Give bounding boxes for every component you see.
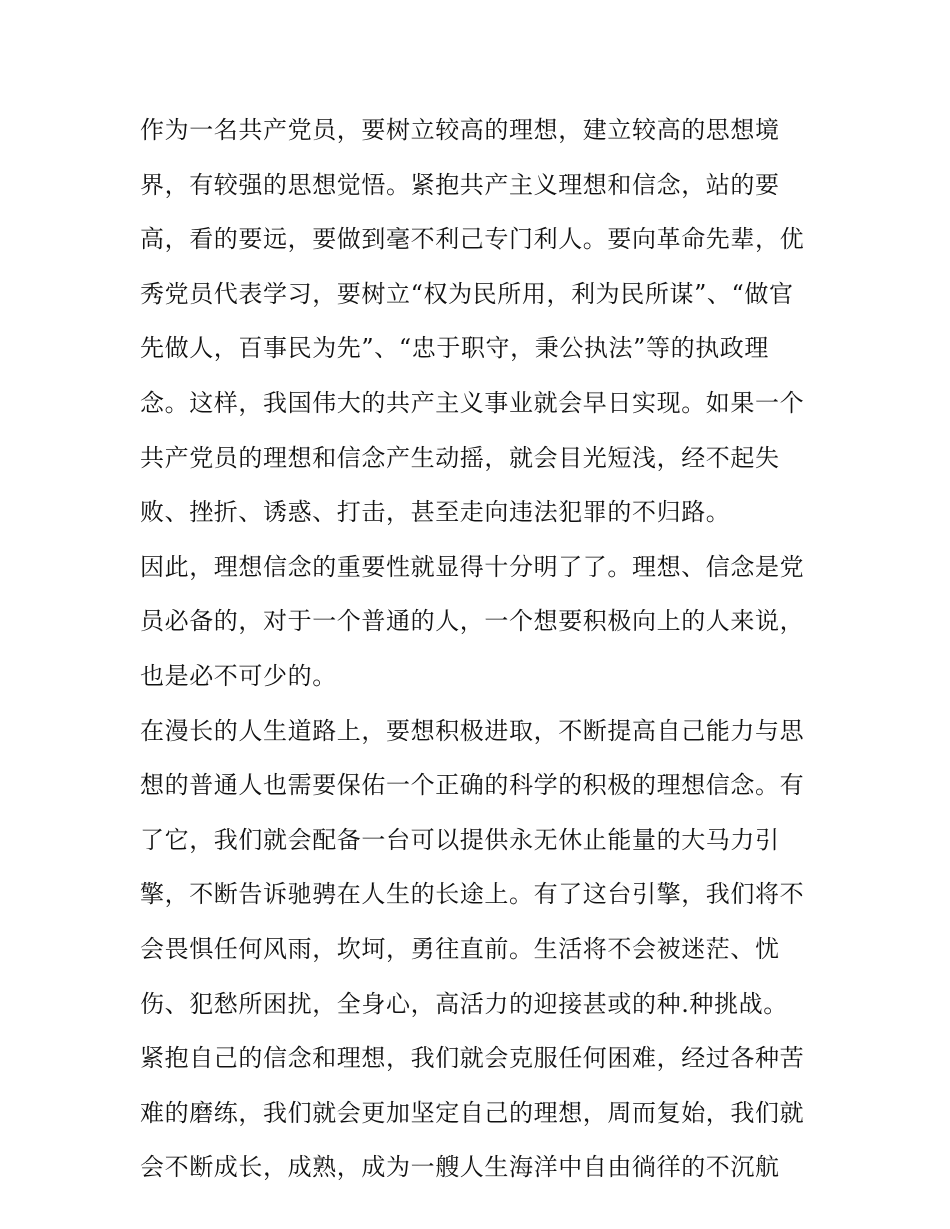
text-line: 因此，理想信念的重要性就显得十分明了了。理想、信念是党 bbox=[140, 552, 805, 581]
text-line: 紧抱自己的信念和理想，我们就会克服任何困难，经过各种苦 bbox=[140, 1044, 805, 1073]
text-line: 先做人，百事民为先”、“忠于职守，秉公执法”等的执政理 bbox=[140, 334, 770, 363]
text-line: 想的普通人也需要保佑一个正确的科学的积极的理想信念。有 bbox=[140, 771, 805, 800]
text-line: 高，看的要远，要做到毫不利己专门利人。要向革命先辈，优 bbox=[140, 225, 805, 254]
text-line: 共产党员的理想和信念产生动摇，就会目光短浅，经不起失 bbox=[140, 443, 780, 472]
text-line: 念。这样，我国伟大的共产主义事业就会早日实现。如果一个 bbox=[140, 388, 805, 417]
body-text bbox=[140, 103, 830, 1195]
text-line: 作为一名共产党员，要树立较高的理想，建立较高的思想境 bbox=[140, 116, 780, 144]
text-line: 界，有较强的思想觉悟。紧抱共产主义理想和信念，站的要 bbox=[140, 170, 780, 199]
text-line: 难的磨练，我们就会更加坚定自己的理想，周而复始，我们就 bbox=[140, 1098, 805, 1127]
text-line: 员必备的，对于一个普通的人，一个想要积极向上的人来说， bbox=[140, 607, 805, 636]
text-line: 伤、犯愁所困扰，全身心，高活力的迎接甚或的种.种挑战。 bbox=[140, 989, 788, 1018]
text-line: 败、挫折、诱惑、打击，甚至走向违法犯罪的不归路。 bbox=[140, 498, 731, 527]
text-line: 秀党员代表学习，要树立“权为民所用，利为民所谋”、“做官 bbox=[140, 279, 794, 308]
text-line: 擎，不断告诉驰骋在人生的长途上。有了这台引擎，我们将不 bbox=[140, 880, 805, 909]
text-line: 在漫长的人生道路上，要想积极进取，不断提高自己能力与思 bbox=[140, 716, 805, 745]
text-line: 会畏惧任何风雨，坎坷，勇往直前。生活将不会被迷茫、忧 bbox=[140, 934, 780, 963]
text-line: 也是必不可少的。 bbox=[140, 661, 337, 690]
text-line: 了它，我们就会配备一台可以提供永无休止能量的大马力引 bbox=[140, 825, 780, 854]
text-line: 会不断成长，成熟，成为一艘人生海洋中自由徜徉的不沉航 bbox=[140, 1153, 780, 1182]
